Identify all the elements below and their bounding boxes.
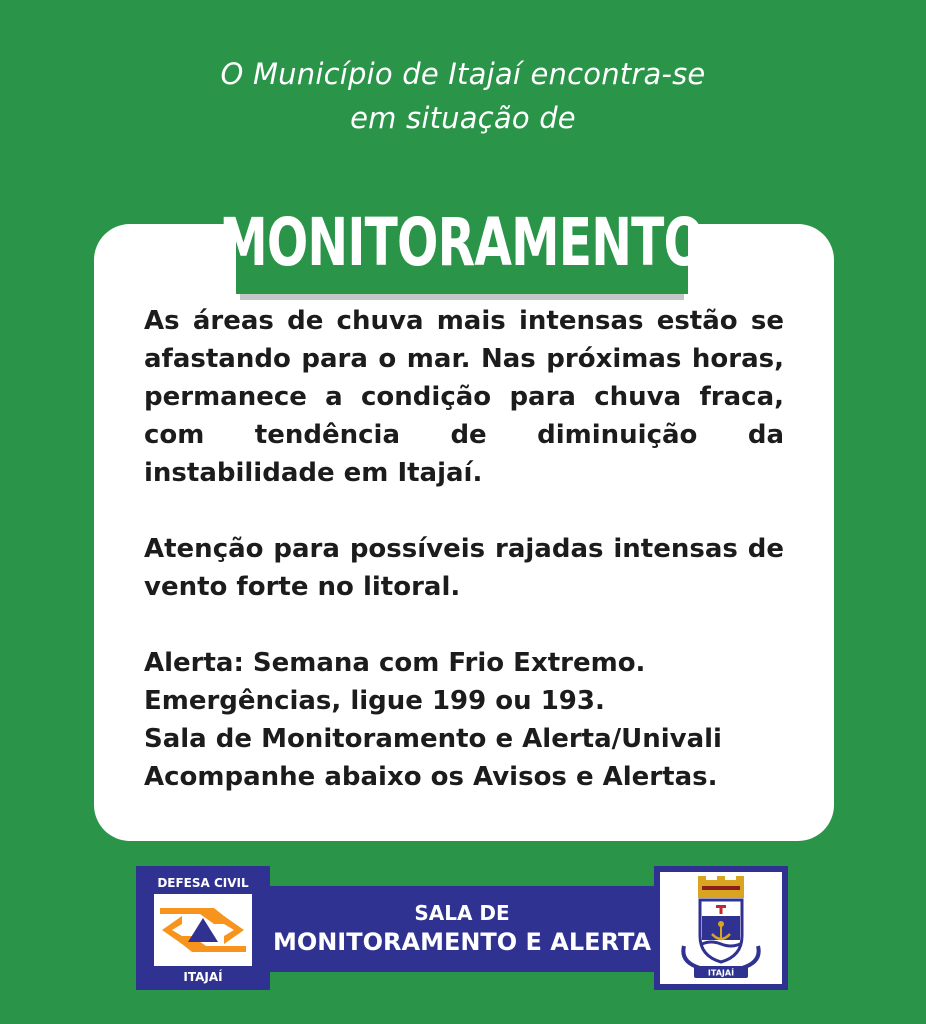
- crest-icon: [660, 872, 782, 984]
- alert-line: Alerta: Semana com Frio Extremo.: [144, 648, 646, 678]
- intro-text: [0, 52, 926, 140]
- alert-line: Emergências, ligue 199 ou 193.: [144, 686, 605, 716]
- footer-title-line-2: MONITORAMENTO E ALERTA: [272, 928, 652, 956]
- alert-line: Acompanhe abaixo os Avisos e Alertas.: [144, 762, 718, 792]
- message-body: [144, 302, 784, 796]
- footer-title-line-1: SALA DE: [414, 901, 510, 925]
- status-banner: [219, 190, 705, 294]
- footer-banner: [266, 886, 658, 972]
- intro-line-1: O Município de Itajaí encontra-se: [220, 57, 706, 91]
- alert-block: [144, 644, 784, 796]
- intro-line-2: em situação de: [350, 101, 576, 135]
- alert-line: Sala de Monitoramento e Alerta/Univali: [144, 724, 722, 754]
- defesa-civil-logo: [136, 866, 270, 990]
- crest-caption: ITAJAÍ: [707, 968, 735, 978]
- defesa-civil-caption: DEFESA CIVIL: [157, 876, 249, 890]
- itajai-crest-logo: [654, 866, 788, 990]
- defesa-civil-emblem-icon: [154, 894, 252, 966]
- status-label: MONITORAMENTO: [219, 203, 705, 281]
- message-paragraph-2: Atenção para possíveis rajadas intensas de vento forte no litoral.: [144, 534, 784, 602]
- defesa-civil-city: ITAJAÍ: [183, 970, 223, 984]
- message-paragraph-1: As áreas de chuva mais intensas estão se afastando para o mar. Nas próximas horas, permanece a condição para chuva fraca, com tendência de diminuição da instabilidade em Itajaí.: [144, 306, 784, 488]
